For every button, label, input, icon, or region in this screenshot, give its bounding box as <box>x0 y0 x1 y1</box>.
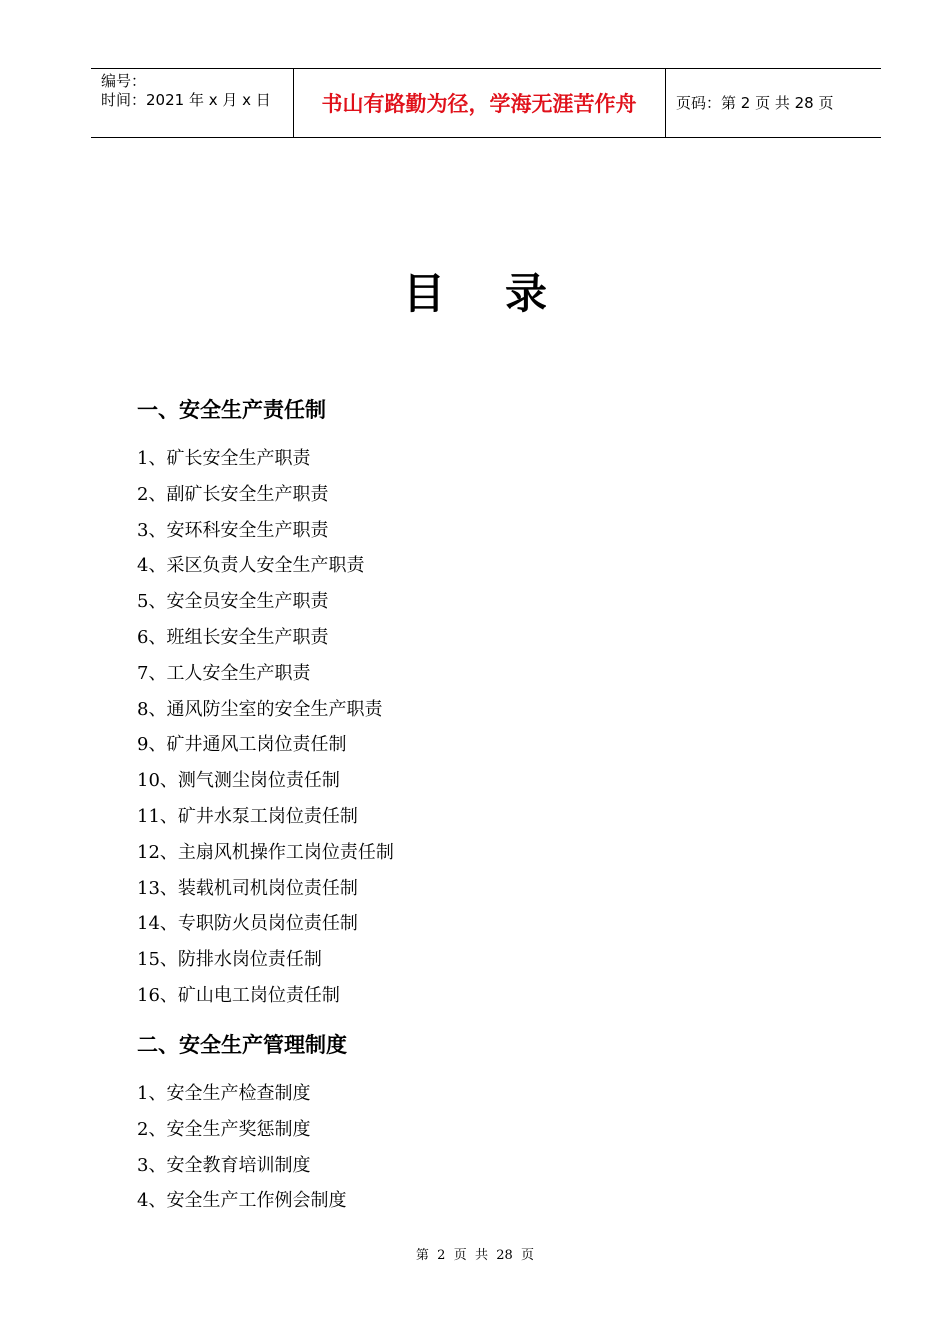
toc-item[interactable]: 5、安全员安全生产职责 <box>137 591 329 613</box>
toc-item[interactable]: 1、安全生产检查制度 <box>137 1083 311 1104</box>
header-page-info: 页码：第 2 页 共 28 页 <box>676 94 834 112</box>
toc-item[interactable]: 10、测气测尘岗位责任制 <box>137 770 340 792</box>
document-time-label: 时间：2021 年 x 月 x 日 <box>101 91 271 109</box>
toc-item[interactable]: 6、班组长安全生产职责 <box>137 626 329 648</box>
toc-item[interactable]: 3、安环科安全生产职责 <box>137 519 329 541</box>
toc-item[interactable]: 4、采区负责人安全生产职责 <box>137 555 365 577</box>
toc-list-management <box>137 1082 346 1225</box>
header-meta-cell <box>91 69 294 137</box>
toc-item[interactable]: 15、防排水岗位责任制 <box>137 949 322 971</box>
toc-item[interactable]: 3、安全教育培训制度 <box>137 1154 311 1176</box>
header-page-cell <box>666 69 881 137</box>
page-title: 目录 <box>402 269 607 318</box>
toc-item[interactable]: 2、副矿长安全生产职责 <box>137 483 329 505</box>
toc-item[interactable]: 13、装载机司机岗位责任制 <box>137 877 358 899</box>
section-heading-management: 二、安全生产管理制度 <box>137 1033 347 1057</box>
page-footer: 第 2 页 共 28 页 <box>415 1248 535 1263</box>
toc-item[interactable]: 16、矿山电工岗位责任制 <box>137 984 340 1006</box>
toc-item[interactable]: 1、矿长安全生产职责 <box>137 448 311 469</box>
toc-item[interactable]: 11、矿井水泵工岗位责任制 <box>137 805 358 827</box>
toc-item[interactable]: 7、工人安全生产职责 <box>137 662 311 684</box>
header-motto-cell <box>293 69 666 137</box>
toc-list-responsibility <box>137 447 394 1020</box>
toc-item[interactable]: 14、专职防火员岗位责任制 <box>137 913 358 935</box>
toc-item[interactable]: 12、主扇风机操作工岗位责任制 <box>137 841 394 863</box>
toc-item[interactable]: 4、安全生产工作例会制度 <box>137 1190 347 1212</box>
toc-item[interactable]: 2、安全生产奖惩制度 <box>137 1118 311 1140</box>
section-heading-responsibility: 一、安全生产责任制 <box>137 398 326 422</box>
document-header <box>91 68 881 138</box>
document-number-label: 编号： <box>101 72 147 90</box>
toc-item[interactable]: 8、通风防尘室的安全生产职责 <box>137 698 383 720</box>
header-motto: 书山有路勤为径，学海无涯苦作舟 <box>321 92 637 116</box>
toc-item[interactable]: 9、矿井通风工岗位责任制 <box>137 734 347 756</box>
